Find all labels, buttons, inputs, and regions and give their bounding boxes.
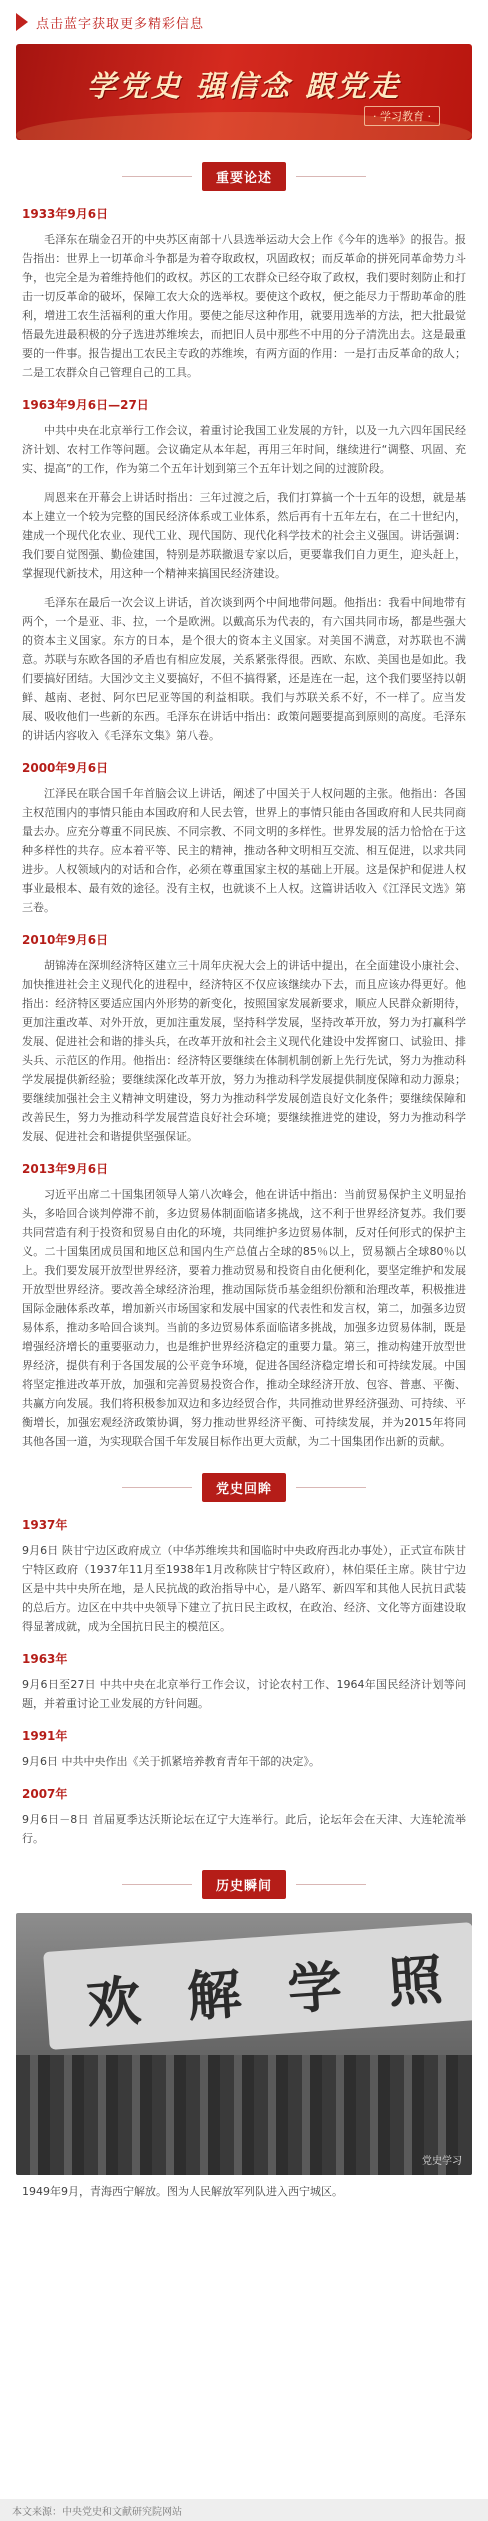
- crowd-silhouette: [16, 2055, 472, 2175]
- review-entry: [0, 1727, 488, 1771]
- photo-caption: 1949年9月，青海西宁解放。图为人民解放军列队进入西宁城区。: [22, 2185, 343, 2198]
- review-entry: [0, 1650, 488, 1713]
- section-title-focus: [0, 162, 488, 191]
- entry-paragraph: 胡锦涛在深圳经济特区建立三十周年庆祝大会上的讲话中提出，在全面建设小康社会、加快推进社会主义现代化的进程中，经济特区不仅应该继续办下去，而且应该办得更好。他指出：经济特区要适应国内外形势的新变化，按照国家发展新要求，顺应人民群众新期待，更加注重改革、对外开放，更加注重发展，坚持科学发展，坚持改革开放，努力为打赢科学发展、促进社会和谐的排头兵，在改革开放和社会主义现代化建设中发挥窗口、试验田、排头兵、示范区的作用。他指出：经济特区要继续在体制机制创新上先行先试，努力为推动科学发展提供新经验；要继续深化改革开放，努力为推动科学发展提供制度保障和动力源泉；要继续加强社会主义精神文明建设，努力为推动科学发展创造良好文化条件；要继续保障和改善民生，努力为推动科学发展营造良好社会环境；要继续推进党的建设，努力为推动科学发展、促进社会和谐提供坚强保证。: [22, 959, 466, 1143]
- section-label: 重要论述: [202, 162, 286, 191]
- review-text: 9月6日－8日 首届夏季达沃斯论坛在辽宁大连举行。此后，论坛年会在天津、大连轮流举行。: [22, 1813, 466, 1845]
- section-title-photos: [0, 1870, 488, 1899]
- review-year: 1991年: [22, 1729, 68, 1743]
- historical-photo[interactable]: [16, 1913, 472, 2175]
- divider: [296, 1487, 366, 1488]
- entry-paragraph: 周恩来在开幕会上讲话时指出：三年过渡之后，我们打算搞一个十五年的设想，就是基本上建立一个较为完整的国民经济体系或工业体系，然后再有十五年左右，在二十世纪内，建成一个现代化农业、现代工业、现代国防、现代化科学技术的社会主义强国。讲话强调：我们要自觉图强、勤俭建国，特别是苏联撤退专家以后，更要靠我们自力更生，迎头赶上，掌握现代新技术，用这种一个精神来搞国民经济建设。: [22, 491, 466, 580]
- focus-entry: [0, 1160, 488, 1451]
- entry-date: 1963年9月6日—27日: [22, 398, 149, 412]
- entry-date: 2000年9月6日: [22, 761, 109, 775]
- follow-prompt-text[interactable]: 点击蓝字获取更多精彩信息: [36, 16, 205, 32]
- flag-lettering: 欢 解 学 照: [84, 1946, 459, 2036]
- focus-list: [0, 205, 488, 1451]
- review-entry: [0, 1785, 488, 1848]
- focus-entry: [0, 759, 488, 917]
- review-list: [0, 1516, 488, 1848]
- focus-entry: [0, 205, 488, 382]
- entry-date: 2010年9月6日: [22, 933, 109, 947]
- entry-date: 2013年9月6日: [22, 1162, 109, 1176]
- arrow-icon: [16, 13, 28, 31]
- entry-paragraph: 毛泽东在最后一次会议上讲话，首次谈到两个中间地带问题。他指出：我看中间地带有两个，一个是亚、非、拉，一个是欧洲。以戴高乐为代表的，有六国共同市场，都是些强大的资本主义国家。东方的日本，是个很大的资本主义国家。对美国不满意，对苏联也不满意。苏联与东欧各国的矛盾也有相应发展，关系紧张得很。西欧、东欧、美国也是如此。我们要搞好团结。大国沙文主义要搞好，不但不搞得紧，还是连在一起，这个我们要坚持以朝鲜、越南、老挝、阿尔巴尼亚等国的利益相联。我们与苏联关系不好，不一样了。应当发展、吸收他们一些新的东西。毛泽东在讲话中指出：政策问题要提高到原则的高度。毛泽东的讲话内容收入《毛泽东文集》第八卷。: [22, 596, 466, 742]
- review-text: 9月6日 陕甘宁边区政府成立（中华苏维埃共和国临时中央政府西北办事处），正式宣布陕甘宁特区政府（1937年11月至1938年1月改称陕甘宁特区政府），林伯渠任主席。陕甘宁边区是中共中央所在地，是人民抗战的政治指导中心，是八路军、新四军和其他人民抗日武装的总后方。边区在中共中央领导下建立了抗日民主政权，在政治、经济、文化等方面建设取得显著成就，成为全国抗日民主的模范区。: [22, 1544, 466, 1633]
- divider: [296, 1884, 366, 1885]
- photo-watermark: 党史学习: [422, 2156, 462, 2167]
- entry-paragraph: 习近平出席二十国集团领导人第八次峰会，他在讲话中指出：当前贸易保护主义明显抬头，多哈回合谈判停滞不前，多边贸易体制面临诸多挑战，这不利于世界经济复苏。我们要共同营造有利于投资和贸易自由化的环境，共同维护多边贸易体制，反对任何形式的保护主义。二十国集团成员国和地区总和国内生产总值占全球的85％以上，贸易额占全球80％以上。我们要发展开放型世界经济，要着力推动贸易和投资自由化便利化，要坚定维护和发展开放型世界经济。要改善全球经济治理，推动国际货币基金组织份额和治理改革，积极推进国际金融体系改革，增加新兴市场国家和发展中国家的代表性和发言权，第二，加强多边贸易体系，推动多哈回合谈判。当前的多边贸易体系面临诸多挑战，加强多边贸易体制，既是增强经济增长的重要驱动力，也是维护世界经济稳定的重要力量。第三，推动构建开放型世界经济，提供有利于各国发展的公平竞争环境，促进各国经济稳定增长和可持续发展。中国将坚定推进改革开放，加强和完善贸易投资合作，推动全球经济开放、包容、普惠、平衡、共赢方向发展。我们将积极参加双边和多边经贸合作，共同推动世界经济强劲、可持续、平衡增长，加强宏观经济政策协调，努力推动世界经济平衡、可持续发展，并为2015年将同其他各国一道，为实现联合国千年发展目标作出更大贡献，为二十国集团作出新的贡献。: [22, 1188, 466, 1448]
- entry-date: 1933年9月6日: [22, 207, 109, 221]
- banner-title: 学党史 强信念 跟党走: [86, 69, 402, 103]
- review-entry: [0, 1516, 488, 1636]
- entry-paragraph: 江泽民在联合国千年首脑会议上讲话，阐述了中国关于人权问题的主张。他指出：各国主权范围内的事情只能由本国政府和人民去管，世界上的事情只能由各国政府和人民共同商量去办。应充分尊重不同民族、不同宗教、不同文明的多样性。世界发展的活力恰恰在于这种多样性的共存。应本着平等、民主的精神，推动各种文明相互交流、相互促进，以求共同进步。人权领域内的对话和合作，必须在尊重国家主权的基础上开展。这是保护和促进人权事业最根本、最有效的途径。没有主权，也就谈不上人权。这篇讲话收入《江泽民文选》第三卷。: [22, 787, 466, 914]
- section-label: 党史回眸: [202, 1473, 286, 1502]
- focus-entry: [0, 931, 488, 1146]
- review-year: 1937年: [22, 1518, 68, 1532]
- entry-paragraph: 中共中央在北京举行工作会议，着重讨论我国工业发展的方针，以及一九六四年国民经济计划、农村工作等问题。会议确定从本年起，再用三年时间，继续进行“调整、巩固、充实、提高”的工作，作为第二个五年计划到第三个五年计划之间的过渡阶段。: [22, 424, 466, 475]
- divider: [122, 176, 192, 177]
- divider: [122, 1884, 192, 1885]
- review-text: 9月6日至27日 中共中央在北京举行工作会议，讨论农村工作、1964年国民经济计划等问题，并着重讨论工业发展的方针问题。: [22, 1678, 466, 1710]
- header-banner: [16, 44, 472, 140]
- follow-prompt-bar[interactable]: [0, 0, 488, 44]
- review-text: 9月6日 中共中央作出《关于抓紧培养教育青年干部的决定》。: [22, 1755, 320, 1768]
- focus-entry: [0, 396, 488, 745]
- section-title-review: [0, 1473, 488, 1502]
- source-footer: 本文来源：中央党史和文献研究院网站: [0, 2499, 488, 2521]
- divider: [296, 176, 366, 177]
- review-year: 1963年: [22, 1652, 68, 1666]
- banner-subtitle: · 学习教育 ·: [364, 106, 440, 126]
- entry-paragraph: 毛泽东在瑞金召开的中央苏区南部十八县选举运动大会上作《今年的选举》的报告。报告指出：世界上一切革命斗争都是为着夺取政权，巩固政权；而反革命的拼死同革命势力斗争，也完全是为着维持他们的政权。苏区的工农群众已经夺取了政权，我们要时刻防止和打击一切反革命的破坏，保障工农大众的选举权。要使这个政权，便之能尽力于帮助革命的胜利，增进工农生活福利的重大作用。要使之能尽这种作用，就要用选举的方法，把大批最觉悟最先进最积极的分子选进苏维埃去，而把旧人员中那些不中用的分子清洗出去。这是最重要的一件事。报告提出工农民主专政的苏维埃，有两方面的作用：一是打击反革命的敌人；二是工农群众自己管理自己的工具。: [22, 233, 466, 379]
- review-year: 2007年: [22, 1787, 68, 1801]
- divider: [122, 1487, 192, 1488]
- section-label: 历史瞬间: [202, 1870, 286, 1899]
